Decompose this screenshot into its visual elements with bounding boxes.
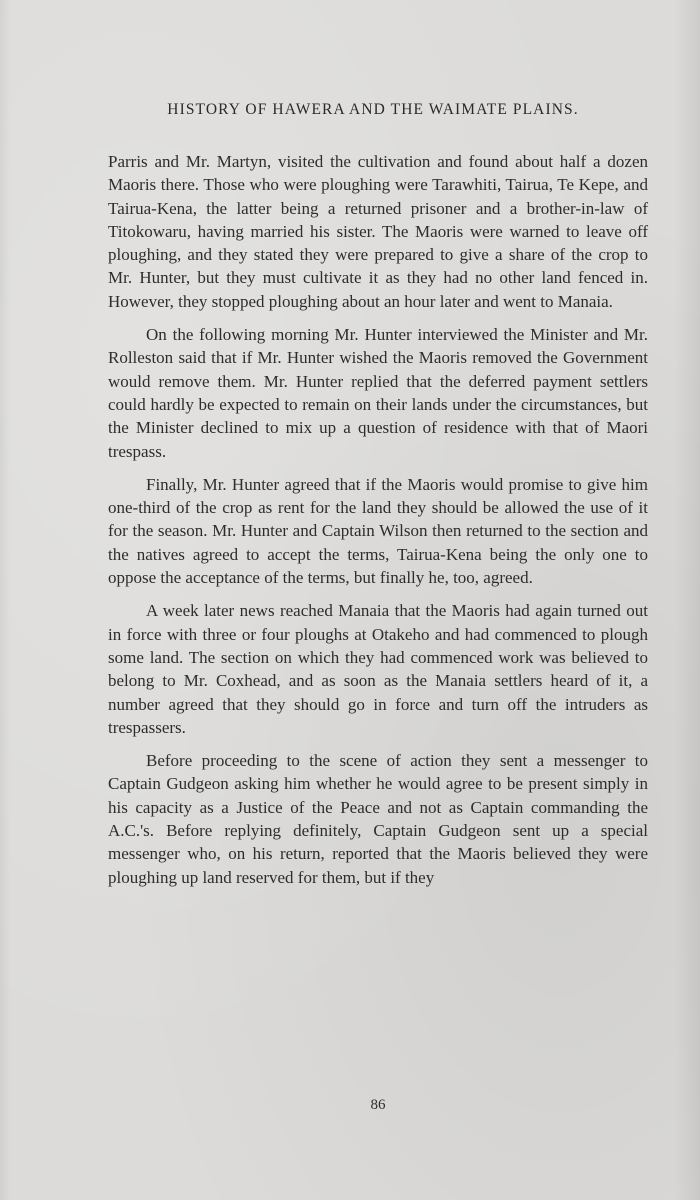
paragraph-4: A week later news reached Manaia that the Maoris had again turned out in force with three or four ploughs at Otakeho and had commenced to plough some land. The section on which they had commenced work was believed to belong to Mr. Coxhead, and as soon as the Manaia settlers heard of it, a number agreed that they should go in force and turn off the intruders as trespassers. [108,601,648,737]
page-number: 86 [370,1097,386,1113]
page-left-shadow [0,0,10,1200]
page-edge-shadow [674,0,700,1200]
body-text [108,150,648,899]
paragraph-5: Before proceeding to the scene of action they sent a messenger to Captain Gudgeon asking him whether he would agree to be present simply in his capacity as a Justice of the Peace and not as Captain commanding the A.C.'s. Before replying definitely, Captain Gudgeon sent up a special messenger who, on his return, reported that the Maoris believed they were ploughing up land reserved for them, but if they [108,751,648,887]
running-head: HISTORY OF HAWERA AND THE WAIMATE PLAINS. [167,101,579,118]
paragraph-3: Finally, Mr. Hunter agreed that if the Maoris would promise to give him one-third of the crop as rent for the land they should be allowed the use of it for the season. Mr. Hunter and Captain Wilson then returned to the section and the natives agreed to accept the terms, Tairua-Kena being the only one to oppose the acceptance of the terms, but finally he, too, agreed. [108,474,648,588]
paragraph-2: On the following morning Mr. Hunter interviewed the Minister and Mr. Rolleston said that if Mr. Hunter wished the Maoris removed the Government would remove them. Mr. Hunter replied that the deferred payment settlers could hardly be expected to remain on their lands under the circumstances, but the Minister declined to mix up a question of residence with that of Maori trespass. [108,325,648,461]
paragraph-1: Parris and Mr. Martyn, visited the cultivation and found about half a dozen Maoris there. Those who were ploughing were Tarawhiti, Tairua, Te Kepe, and Tairua-Kena, the latter being a returned prisoner and a brother-in-law of Titokowaru, having married his sister. The Maoris were warned to leave off ploughing, and they stated they were prepared to give a share of the crop to Mr. Hunter, but they must cultivate it as they had no other land fenced in. However, they stopped ploughing about an hour later and went to Manaia. [108,152,648,311]
